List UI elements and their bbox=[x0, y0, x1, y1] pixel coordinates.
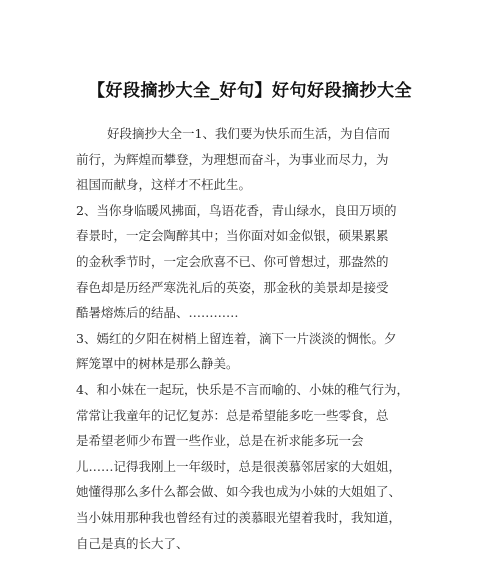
text-line: 酷暑熔炼后的结晶、………… bbox=[76, 305, 239, 321]
text-line: 的金秋季节时，一定会欣喜不已、你可曾想过，那盎然的 bbox=[76, 253, 389, 269]
document-title: 【好段摘抄大全_好句】好句好段摘抄大全 bbox=[88, 81, 412, 101]
text-line: 好段摘抄大全一1、我们要为快乐而生活，为自信而 bbox=[107, 126, 390, 141]
document-body bbox=[76, 121, 426, 556]
text-line: 春景时，一定会陶醉其中；当你面对如金似银，硕果累累 bbox=[76, 228, 389, 244]
text-line: 祖国而献身，这样才不枉此生。 bbox=[76, 177, 252, 193]
text-line: 常常让我童年的记忆复苏：总是希望能多吃一些零食，总 bbox=[76, 407, 389, 423]
text-line: 辉笼罩中的树林是那么静美。 bbox=[76, 356, 239, 372]
text-line: 儿……记得我刚上一年级时，总是很羡慕邻居家的大姐姐， bbox=[76, 458, 402, 474]
text-line: 前行，为辉煌而攀登，为理想而奋斗，为事业而尽力，为 bbox=[76, 151, 389, 167]
text-line: 当小妹用那种我也曾经有过的羡慕眼光望着我时，我知道， bbox=[76, 509, 402, 525]
text-line: 她懂得那么多什么都会做、如今我也成为小妹的大姐姐了、 bbox=[76, 484, 402, 500]
text-line: 春色却是历经严寒洗礼后的英姿，那金秋的美景却是接受 bbox=[76, 279, 389, 295]
text-line: 2、当你身临暖风拂面，鸟语花香，青山绿水，良田万顷的 bbox=[76, 202, 397, 218]
text-line: 自己是真的长大了、 bbox=[76, 535, 189, 551]
text-line: 4、和小妹在一起玩，快乐是不言而喻的、小妹的稚气行为， bbox=[76, 381, 409, 397]
text-line: 3、嫣红的夕阳在树梢上留连着，滴下一片淡淡的惆怅。夕 bbox=[76, 330, 397, 346]
text-line: 是希望老师少布置一些作业，总是在祈求能多玩一会 bbox=[76, 433, 364, 449]
